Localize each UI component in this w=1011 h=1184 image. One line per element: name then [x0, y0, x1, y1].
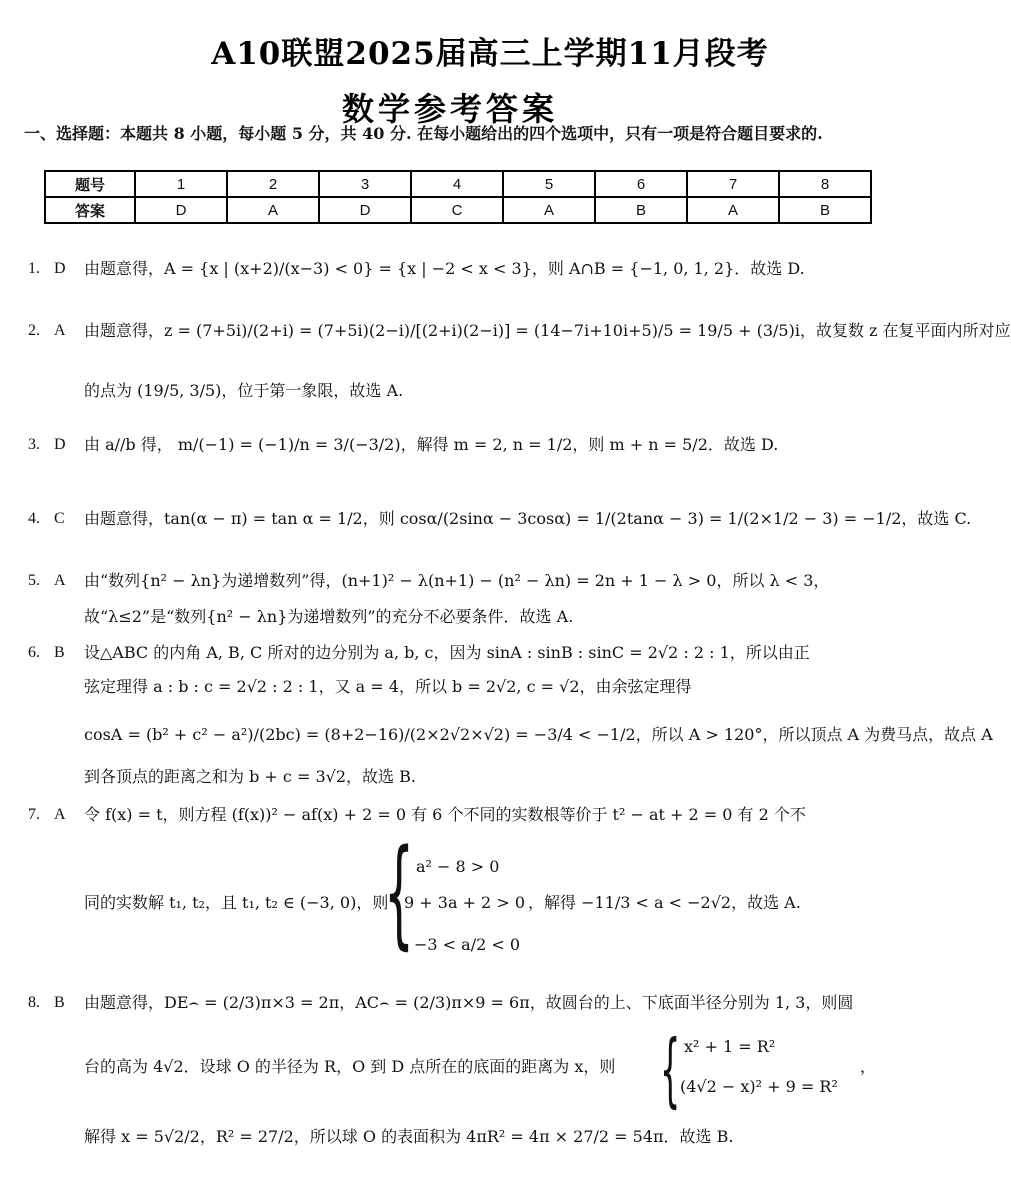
question-answer: C: [54, 510, 65, 527]
solution-line: 由题意得，z = (7+5i)/(2+i) = (7+5i)(2−i)/[(2+i)(2−i)] = (14−7i+10i+5)/5 = 19/5 + (3/5)i，故复数 z 在复平面内所对应: [84, 321, 1011, 340]
page-title: A10联盟2025届高三上学期11月段考: [211, 36, 769, 72]
table-cell: 7: [687, 171, 779, 197]
solution-line: 由题意得，DE⌢ = (2/3)π×3 = 2π，AC⌢ = (2/3)π×9 = 6π，故圆台的上、下底面半径分别为 1, 3，则圆: [84, 993, 854, 1012]
solution-line: ，解得 −11/3 < a < −2√2，故选 A.: [528, 893, 801, 912]
question-number: 4.: [28, 510, 40, 527]
solution-line: 弦定理得 a : b : c = 2√2 : 2 : 1，又 a = 4，所以 b = 2√2, c = √2，由余弦定理得: [84, 677, 692, 696]
solution-line: 故“λ≤2”是“数列{n² − λn}为递增数列”的充分不必要条件．故选 A.: [84, 607, 574, 626]
section-heading: 一、选择题：本题共 8 小题，每小题 5 分，共 40 分. 在每小题给出的四个选项中，只有一项是符合题目要求的.: [24, 124, 823, 143]
table-cell: A: [503, 197, 595, 223]
solution-line: 令 f(x) = t，则方程 (f(x))² − af(x) + 2 = 0 有 6 个不同的实数根等价于 t² − at + 2 = 0 有 2 个不: [84, 805, 806, 824]
table-header-cell: 答案: [45, 197, 135, 223]
question-answer: B: [54, 994, 65, 1011]
question-answer: D: [54, 436, 66, 453]
table-cell: D: [135, 197, 227, 223]
solution-line: 由 a//b 得， m/(−1) = (−1)/n = 3/(−3/2)，解得 m = 2, n = 1/2，则 m + n = 5/2．故选 D.: [84, 435, 779, 454]
table-cell: B: [595, 197, 687, 223]
page-subtitle: 数学参考答案: [341, 90, 558, 128]
table-cell: 2: [227, 171, 319, 197]
solution-line: 设△ABC 的内角 A, B, C 所对的边分别为 a, b, c，因为 sinA : sinB : sinC = 2√2 : 2 : 1，所以由正: [84, 643, 810, 662]
question-answer: A: [54, 572, 66, 589]
solution-line: 台的高为 4√2．设球 O 的半径为 R，O 到 D 点所在的底面的距离为 x，则: [84, 1057, 616, 1076]
answer-table: [44, 170, 872, 224]
table-row: [45, 171, 871, 197]
brace-icon: {: [660, 1023, 681, 1116]
table-cell: 6: [595, 171, 687, 197]
table-cell: A: [687, 197, 779, 223]
question-number: 3.: [28, 436, 40, 453]
solution-line: cosA = (b² + c² − a²)/(2bc) = (8+2−16)/(2×2√2×√2) = −3/4 < −1/2，所以 A > 120°，所以顶点 A 为费马点，故点 A: [84, 725, 993, 744]
solution-line: 由题意得，A = {x | (x+2)/(x−3) < 0} = {x | −2 < x < 3}，则 A∩B = {−1, 0, 1, 2}．故选 D.: [84, 259, 805, 278]
table-cell: A: [227, 197, 319, 223]
question-number: 6.: [28, 644, 40, 661]
solution-line: 解得 x = 5√2/2，R² = 27/2，所以球 O 的表面积为 4πR² = 4π × 27/2 = 54π．故选 B.: [84, 1127, 734, 1146]
question-answer: B: [54, 644, 65, 661]
table-cell: 4: [411, 171, 503, 197]
question-answer: A: [54, 322, 66, 339]
question-number: 2.: [28, 322, 40, 339]
table-cell: 5: [503, 171, 595, 197]
question-answer: A: [54, 806, 66, 823]
solution-line: 的点为 (19/5, 3/5)，位于第一象限，故选 A.: [84, 381, 404, 400]
question-number: 1.: [28, 260, 40, 277]
table-cell: D: [319, 197, 411, 223]
question-answer: D: [54, 260, 66, 277]
table-header-cell: 题号: [45, 171, 135, 197]
table-row: [45, 197, 871, 223]
solution-line: 同的实数解 t₁, t₂，且 t₁, t₂ ∈ (−3, 0)，则: [84, 893, 389, 912]
table-cell: 1: [135, 171, 227, 197]
question-number: 5.: [28, 572, 40, 589]
question-number: 7.: [28, 806, 40, 823]
system-equation: 9 + 3a + 2 > 0: [404, 893, 525, 912]
table-cell: 3: [319, 171, 411, 197]
table-cell: B: [779, 197, 871, 223]
system-equation: a² − 8 > 0: [416, 857, 500, 876]
system-equation: −3 < a/2 < 0: [414, 935, 521, 954]
solution-line: 由题意得，tan(α − π) = tan α = 1/2，则 cosα/(2sinα − 3cosα) = 1/(2tanα − 3) = 1/(2×1/2 − 3) = −1/2，故选 C.: [84, 509, 972, 528]
solution-line: 由“数列{n² − λn}为递增数列”得，(n+1)² − λ(n+1) − (n² − λn) = 2n + 1 − λ > 0，所以 λ < 3，: [84, 571, 830, 590]
table-cell: 8: [779, 171, 871, 197]
table-cell: C: [411, 197, 503, 223]
question-number: 8.: [28, 994, 40, 1011]
solution-line: 到各顶点的距离之和为 b + c = 3√2，故选 B.: [84, 767, 416, 786]
system-equation: x² + 1 = R²: [684, 1037, 776, 1056]
solution-line: ，: [860, 1057, 877, 1076]
system-equation: (4√2 − x)² + 9 = R²: [680, 1077, 838, 1096]
brace-icon: {: [384, 823, 415, 961]
